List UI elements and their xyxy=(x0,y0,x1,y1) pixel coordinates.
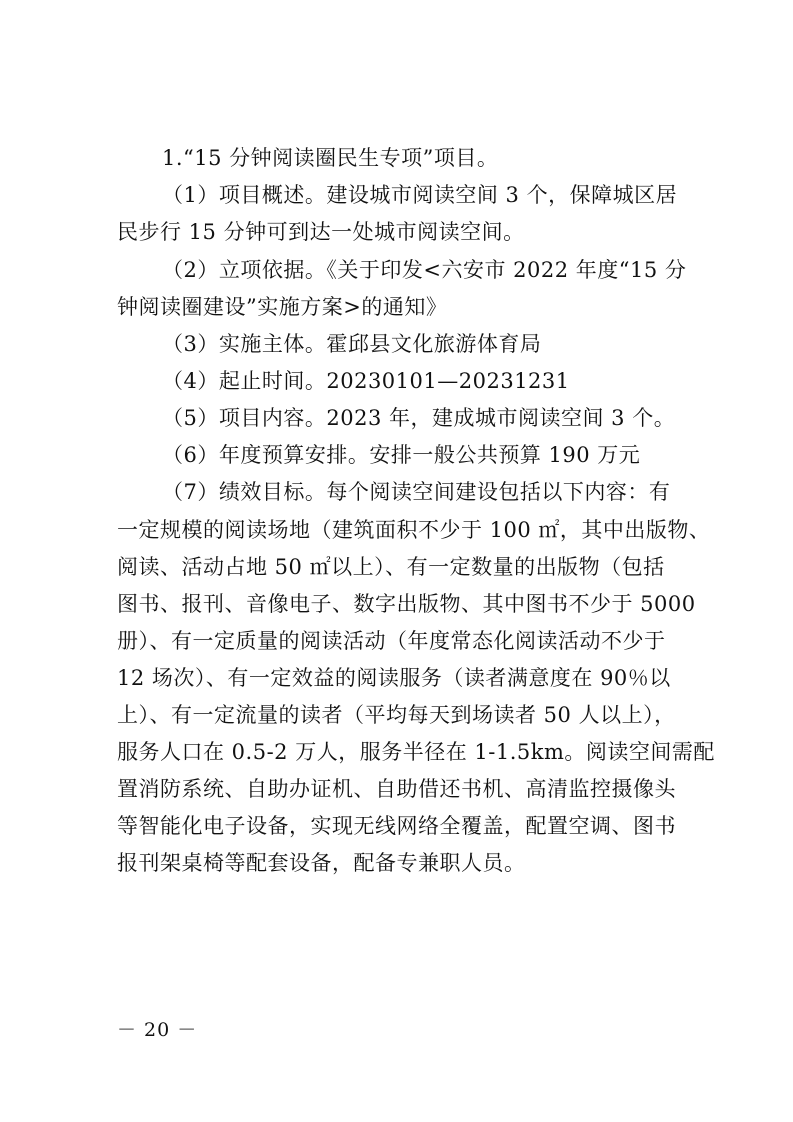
goals-line-3: 阅读、活动占地 50 ㎡以上）、有一定数量的出版物（包括 xyxy=(117,555,665,579)
period-line: （4）起止时间。20230101—20231231 xyxy=(162,369,570,393)
content-line: （5）项目内容。2023 年，建成城市阅读空间 3 个。 xyxy=(162,406,676,430)
goals-line-9: 置消防系统、自助办证机、自助借还书机、高清监控摄像头 xyxy=(117,777,676,801)
page-number: － 20 － xyxy=(117,1019,198,1041)
goals-line-10: 等智能化电子设备，实现无线网络全覆盖，配置空调、图书 xyxy=(117,814,676,838)
goals-line-2: 一定规模的阅读场地（建筑面积不少于 100 ㎡，其中出版物、 xyxy=(117,518,711,542)
goals-line-5: 册）、有一定质量的阅读活动（年度常态化阅读活动不少于 xyxy=(117,629,666,653)
goals-line-1: （7）绩效目标。每个阅读空间建设包括以下内容：有 xyxy=(162,480,671,504)
goals-line-4: 图书、报刊、音像电子、数字出版物、其中图书不少于 5000 xyxy=(117,592,696,616)
overview-line-2: 民步行 15 分钟可到达一处城市阅读空间。 xyxy=(117,220,525,244)
basis-line-2: 钟阅读圈建设”实施方案>的通知》 xyxy=(117,295,448,319)
implementer-line: （3）实施主体。霍邱县文化旅游体育局 xyxy=(162,332,542,356)
overview-line-1: （1）项目概述。建设城市阅读空间 3 个，保障城区居 xyxy=(162,183,678,207)
goals-line-11: 报刊架桌椅等配套设备，配备专兼职人员。 xyxy=(117,851,526,875)
goals-line-6: 12 场次）、有一定效益的阅读服务（读者满意度在 90％以 xyxy=(117,666,671,690)
project-title-line: 1.“15 分钟阅读圈民生专项”项目。 xyxy=(162,146,499,170)
goals-line-8: 服务人口在 0.5-2 万人，服务半径在 1-1.5km。阅读空间需配 xyxy=(117,740,715,764)
basis-line-1: （2）立项依据。《关于印发<六安市 2022 年度“15 分 xyxy=(162,258,687,282)
goals-line-7: 上）、有一定流量的读者（平均每天到场读者 50 人以上）， xyxy=(117,703,676,727)
budget-line: （6）年度预算安排。安排一般公共预算 190 万元 xyxy=(162,443,641,467)
